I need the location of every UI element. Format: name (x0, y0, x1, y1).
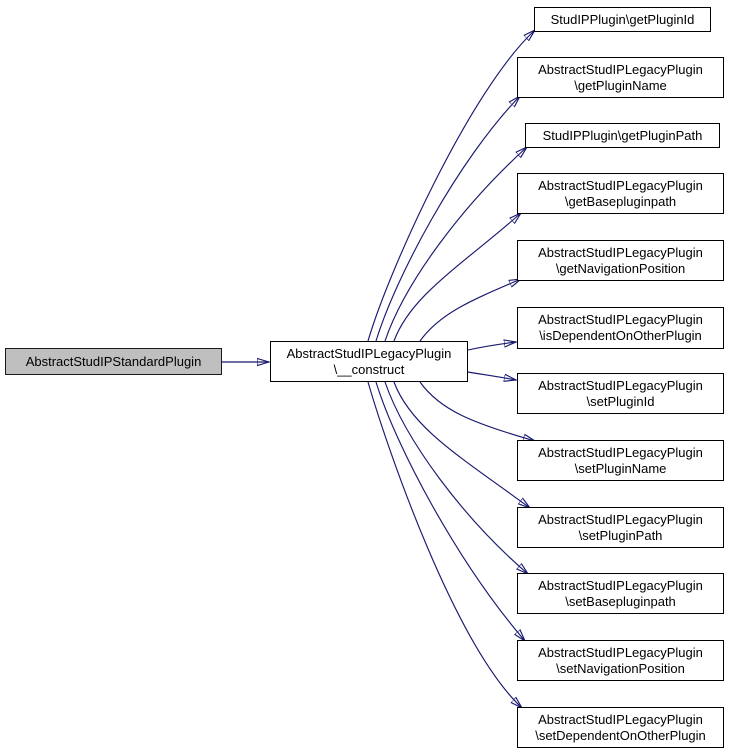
node-get-plugin-id[interactable] (534, 7, 711, 32)
node-label-line2: \setDependentOnOtherPlugin (535, 727, 706, 743)
node-label-line2: \getBasepluginpath (564, 193, 677, 209)
node-label-line2: \getNavigationPosition (555, 260, 686, 276)
node-set-dependent-on-other-plugin[interactable] (517, 707, 724, 748)
node-get-plugin-path[interactable] (525, 123, 720, 148)
node-label-line1: AbstractStudIPLegacyPlugin (286, 345, 452, 361)
edge-construct-to-set-dependent-on-other-plugin (368, 382, 522, 708)
node-label-line2: \setBasepluginpath (565, 593, 676, 609)
edge-construct-to-get-basepluginpath (394, 213, 521, 341)
node-label-line1: AbstractStudIPLegacyPlugin (538, 377, 703, 393)
edge-construct-to-get-plugin-path (385, 147, 527, 341)
edge-construct-to-get-plugin-name (376, 96, 520, 341)
node-abstract-studip-standard-plugin (5, 348, 222, 375)
node-label-line2: \setPluginPath (578, 527, 663, 543)
node-label-line1: AbstractStudIPLegacyPlugin (538, 444, 703, 460)
node-set-basepluginpath[interactable] (517, 573, 724, 614)
node-label-line2: \__construct (333, 361, 405, 377)
node-label: StudIPPlugin\getPluginPath (542, 127, 703, 143)
node-label: AbstractStudIPStandardPlugin (25, 353, 202, 369)
node-label-line1: AbstractStudIPLegacyPlugin (538, 577, 703, 593)
edge-construct-to-set-navigation-position (376, 382, 525, 641)
edge-construct-to-get-navigation-position (420, 279, 521, 341)
node-label-line1: AbstractStudIPLegacyPlugin (538, 711, 703, 727)
node-label-line2: \setPluginId (586, 393, 655, 409)
node-label-line1: AbstractStudIPLegacyPlugin (538, 644, 703, 660)
node-label-line2: \getPluginName (574, 77, 667, 93)
node-is-dependent-on-other-plugin[interactable] (517, 307, 724, 349)
node-construct[interactable] (270, 341, 468, 382)
edge-construct-to-set-plugin-path (394, 382, 530, 508)
node-label-line2: \isDependentOnOtherPlugin (539, 328, 702, 343)
node-label-line1: AbstractStudIPLegacyPlugin (538, 61, 703, 77)
edge-construct-to-set-basepluginpath (385, 382, 528, 574)
node-set-plugin-path[interactable] (517, 507, 724, 548)
node-get-basepluginpath[interactable] (517, 173, 724, 214)
node-set-plugin-name[interactable] (517, 440, 724, 481)
node-label-line2: \setPluginName (574, 460, 667, 476)
node-label-line1: AbstractStudIPLegacyPlugin (538, 312, 703, 327)
node-label-line1: AbstractStudIPLegacyPlugin (538, 177, 703, 193)
node-get-navigation-position[interactable] (517, 240, 724, 281)
node-label-line1: AbstractStudIPLegacyPlugin (538, 511, 703, 527)
node-set-plugin-id[interactable] (517, 373, 724, 414)
edge-construct-to-set-plugin-id (468, 372, 516, 380)
node-get-plugin-name[interactable] (517, 57, 724, 98)
node-set-navigation-position[interactable] (517, 640, 724, 681)
node-label: StudIPPlugin\getPluginId (550, 11, 695, 27)
edge-construct-to-is-dependent-on-other-plugin (468, 342, 516, 350)
node-label-line1: AbstractStudIPLegacyPlugin (538, 244, 703, 260)
node-label-line2: \setNavigationPosition (556, 660, 685, 676)
